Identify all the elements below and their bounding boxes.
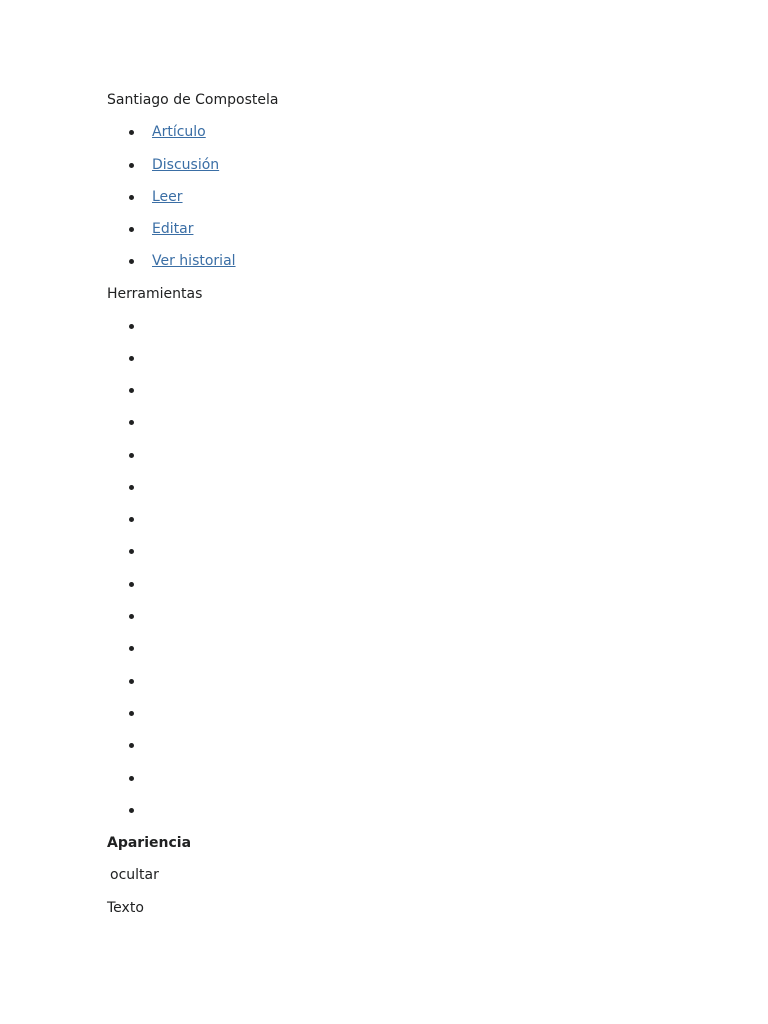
bullet-icon bbox=[129, 808, 134, 813]
text-heading: Texto bbox=[107, 900, 144, 916]
bullet-icon bbox=[129, 227, 134, 232]
page-title: Santiago de Compostela bbox=[107, 92, 279, 108]
bullet-icon bbox=[129, 195, 134, 200]
bullet-icon bbox=[129, 549, 134, 554]
bullet-icon bbox=[129, 485, 134, 490]
tools-heading: Herramientas bbox=[107, 286, 203, 302]
bullet-icon bbox=[129, 776, 134, 781]
appearance-heading: Apariencia bbox=[107, 835, 192, 851]
tab-history[interactable]: Ver historial bbox=[152, 253, 236, 269]
bullet-icon bbox=[129, 356, 134, 361]
bullet-icon bbox=[129, 420, 134, 425]
bullet-icon bbox=[129, 163, 134, 168]
bullet-icon bbox=[129, 453, 134, 458]
tab-edit[interactable]: Editar bbox=[152, 221, 194, 237]
bullet-icon bbox=[129, 743, 134, 748]
bullet-icon bbox=[129, 711, 134, 716]
bullet-icon bbox=[129, 517, 134, 522]
bullet-icon bbox=[129, 388, 134, 393]
tab-article[interactable]: Artículo bbox=[152, 124, 206, 140]
bullet-icon bbox=[129, 614, 134, 619]
bullet-icon bbox=[129, 646, 134, 651]
tab-discussion[interactable]: Discusión bbox=[152, 157, 220, 173]
bullet-icon bbox=[129, 324, 134, 329]
bullet-icon bbox=[129, 259, 134, 264]
bullet-icon bbox=[129, 582, 134, 587]
hide-button[interactable]: ocultar bbox=[110, 867, 159, 883]
bullet-icon bbox=[129, 679, 134, 684]
bullet-icon bbox=[129, 130, 134, 135]
tab-read[interactable]: Leer bbox=[152, 189, 183, 205]
